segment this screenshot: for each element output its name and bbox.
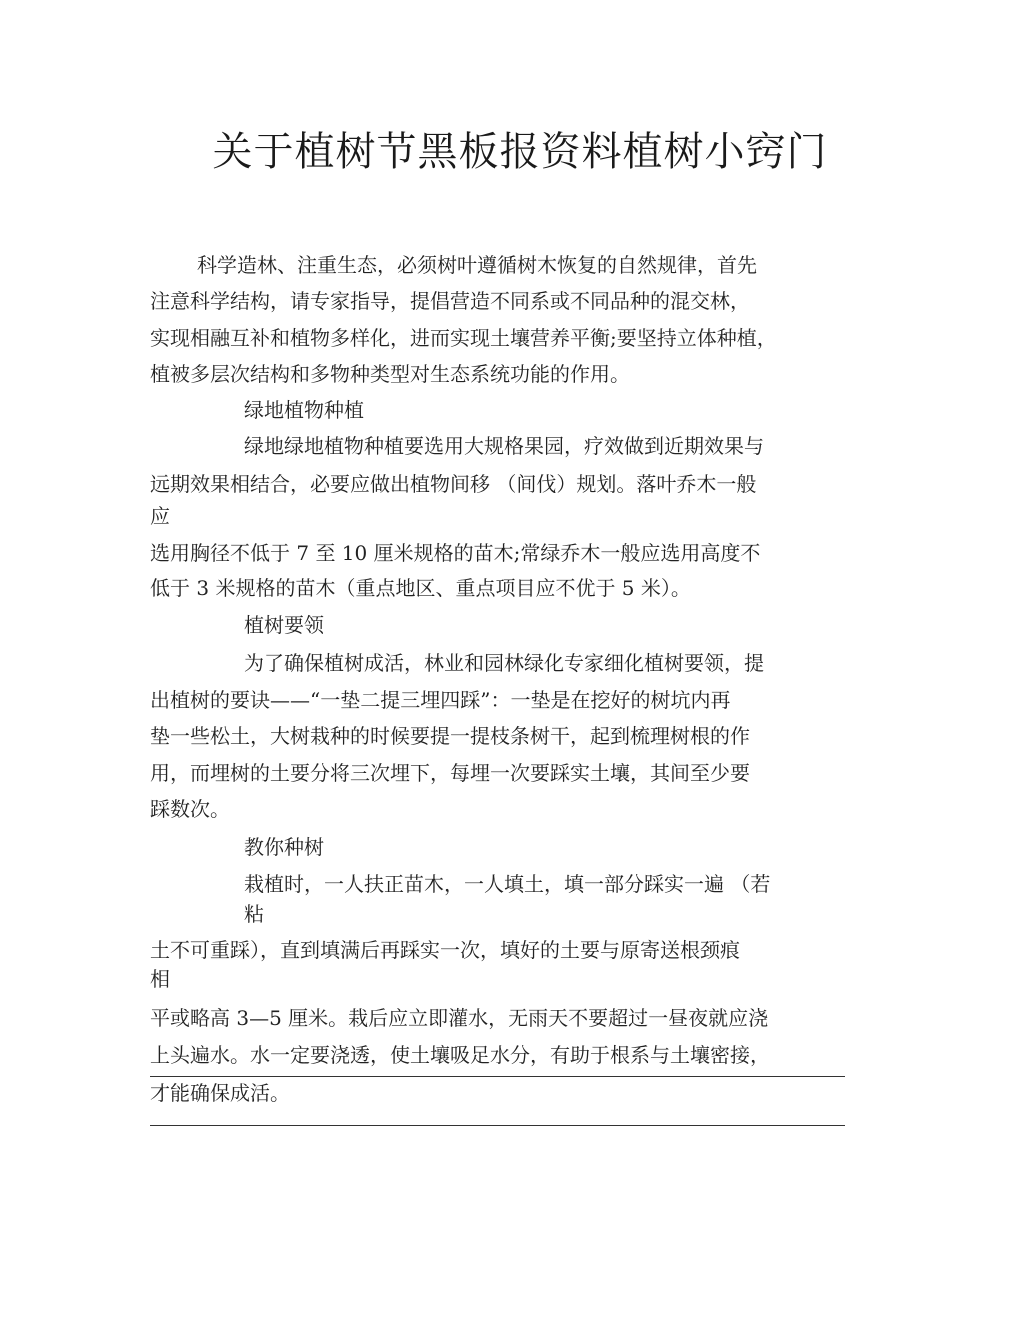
paragraph-line: 踩数次。 [150, 797, 230, 821]
paragraph-line: 绿地绿地植物种植要选用大规格果园，疗效做到近期效果与 [244, 434, 764, 458]
paragraph-line: 栽植时，一人扶正苗木，一人填土，填一部分踩实一遍 （若 [244, 872, 771, 896]
paragraph-line: 土不可重踩），直到填满后再踩实一次，填好的土要与原寄送根颈痕 [150, 938, 740, 962]
paragraph-line: 植被多层次结构和多物种类型对生态系统功能的作用。 [150, 362, 630, 386]
document-title: 关于植树节黑板报资料植树小窍门 [212, 129, 828, 175]
paragraph-line: 上头遍水。水一定要浇透，使土壤吸足水分，有助于根系与土壤密接， [150, 1043, 770, 1067]
paragraph-line: 出植树的要诀——“一垫二提三埋四踩”：一垫是在挖好的树坑内再 [150, 688, 731, 712]
paragraph-line: 注意科学结构，请专家指导，提倡营造不同系或不同品种的混交林， [150, 289, 750, 313]
paragraph-line: 远期效果相结合，必要应做出植物间移 （间伐）规划。落叶乔木一般 [150, 472, 757, 496]
paragraph-line: 实现相融互补和植物多样化，进而实现土壤营养平衡;要坚持立体种植， [150, 326, 777, 350]
horizontal-rule [150, 1125, 845, 1126]
paragraph-line: 平或略高 3—5 厘米。栽后应立即灌水，无雨天不要超过一昼夜就应浇 [150, 1006, 769, 1030]
section-heading: 教你种树 [244, 835, 324, 859]
paragraph-line: 选用胸径不低于 7 至 10 厘米规格的苗木;常绿乔木一般应选用高度不 [150, 541, 761, 565]
paragraph-line: 为了确保植树成活，林业和园林绿化专家细化植树要领，提 [244, 651, 764, 675]
section-heading: 植树要领 [244, 613, 324, 637]
paragraph-line: 才能确保成活。 [150, 1081, 290, 1105]
paragraph-line: 用，而埋树的土要分将三次埋下，每埋一次要踩实土壤，其间至少要 [150, 761, 750, 785]
paragraph-line: 应 [150, 504, 170, 528]
paragraph-line: 相 [150, 967, 170, 991]
paragraph-line: 低于 3 米规格的苗木（重点地区、重点项目应不优于 5 米）。 [150, 576, 691, 600]
paragraph-line: 科学造林、注重生态，必须树叶遵循树木恢复的自然规律，首先 [197, 253, 757, 277]
paragraph-line: 粘 [244, 902, 264, 926]
horizontal-rule [150, 1076, 845, 1077]
paragraph-line: 垫一些松土，大树栽种的时候要提一提枝条树干，起到梳理树根的作 [150, 724, 750, 748]
section-heading: 绿地植物种植 [244, 398, 364, 422]
